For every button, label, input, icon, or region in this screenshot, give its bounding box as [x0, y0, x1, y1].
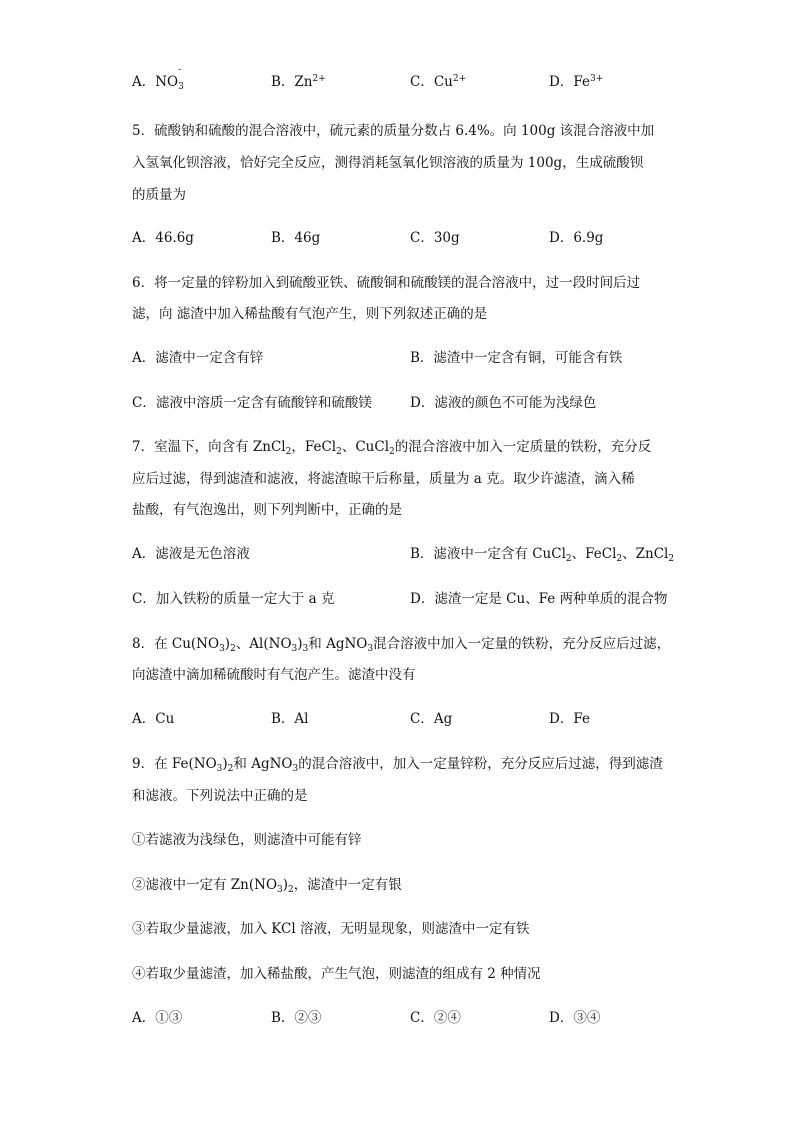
q7-option-b-sub-1: 2 — [565, 554, 572, 564]
q8-line1-part-b: ) — [224, 636, 231, 652]
q7-option-a: A．滤液是无色溶液 — [132, 546, 250, 562]
q9-statement-2-sub-1: 3 — [277, 885, 283, 895]
q8-stem-line-2: 向滤渣中滴加稀硫酸时有气泡产生。滤渣中没有 — [132, 667, 416, 683]
q5-option-c: C．30g — [410, 230, 460, 246]
q7-line1-part-b: ，FeCl — [291, 439, 337, 455]
q9-option-c: C．②④ — [410, 1010, 461, 1026]
q8-line1-part-c: 、Al(NO — [235, 636, 292, 652]
q7-stem-line-1 — [132, 437, 651, 457]
q5-stem-line-2: 入氢氧化钡溶液，恰好完全反应，测得消耗氢氧化钡溶液的质量为 100g，生成硫酸钡 — [132, 155, 644, 171]
q5-option-d: D．6.9g — [549, 230, 604, 246]
q4-option-d — [549, 72, 603, 92]
q4-option-b-sup: 2+ — [312, 74, 326, 84]
q9-stem-line-1 — [132, 754, 663, 774]
q4-option-a-text: A．NO — [132, 74, 179, 90]
q9-stem-line-2: 和滤液。下列说法中正确的是 — [132, 788, 308, 804]
q4-option-c-text: C．Cu — [410, 74, 453, 90]
q4-option-d-text: D．Fe — [549, 74, 590, 90]
q7-line1-sub-3: 2 — [389, 447, 395, 457]
q9-line1-part-d: 的混合溶液中，加入一定量锌粉，充分反应后过滤，得到滤渣 — [298, 756, 663, 772]
q8-line1-sub-1: 3 — [219, 644, 225, 654]
q8-option-c: C．Ag — [410, 711, 453, 727]
q8-line1-part-f: 混合溶液中加入一定量的铁粉，充分反应后过滤， — [373, 636, 671, 652]
q8-option-a: A．Cu — [132, 711, 175, 727]
q7-line1-part-a: 7．室温下，向含有 ZnCl — [132, 439, 286, 455]
q7-option-b-part-c: 、ZnCl — [622, 546, 669, 562]
q6-option-a: A．滤渣中一定含有锌 — [132, 350, 264, 366]
q8-stem-line-1 — [132, 634, 670, 654]
q4-option-a: A．NO - $_3$ — [132, 65, 184, 92]
q8-line1-sub-4: 3 — [302, 644, 309, 654]
q4-option-b-text: B．Zn — [271, 74, 313, 90]
q8-line1-part-a: 8．在 Cu(NO — [132, 636, 220, 652]
q7-option-b-sub-3: 2 — [668, 554, 675, 564]
q9-statement-1: ①若滤液为浅绿色，则滤渣中可能有锌 — [132, 832, 362, 848]
q5-option-b: B．46g — [271, 230, 321, 246]
q9-statement-2-sub-2: 2 — [288, 885, 294, 895]
q9-line1-sub-1: 3 — [216, 764, 223, 774]
q9-statement-2-part-a: ②滤液中一定有 Zn(NO — [132, 877, 278, 893]
q9-statement-2 — [132, 875, 402, 895]
q9-line1-sub-3: 3 — [292, 764, 299, 774]
q7-option-d: D．滤渣一定是 Cu、Fe 两种单质的混合物 — [410, 591, 668, 607]
q9-statement-2-part-b: ) — [282, 877, 289, 893]
q8-option-d: D．Fe — [549, 711, 590, 727]
q7-option-b — [410, 544, 674, 564]
q9-line1-sub-2: 2 — [227, 764, 234, 774]
q6-option-b: B．滤渣中一定含有铜，可能含有铁 — [410, 350, 623, 366]
q4-option-d-sup: 3+ — [589, 74, 604, 84]
q6-stem-line-2: 滤，向 滤渣中加入稀盐酸有气泡产生，则下列叙述正确的是 — [132, 306, 488, 322]
q9-statement-4: ④若取少量滤渣，加入稀盐酸，产生气泡，则滤渣的组成有 2 种情况 — [132, 966, 541, 982]
q7-stem-line-2: 应后过滤，得到滤渣和滤液，将滤渣晾干后称量，质量为 a 克。取少许滤渣，滴入稀 — [132, 471, 635, 487]
q4-option-a-sub: 3 — [178, 82, 184, 92]
q4-option-c-sup: 2+ — [452, 74, 467, 84]
q6-option-d: D．滤液的颜色不可能为浅绿色 — [410, 395, 597, 411]
q7-stem-line-3: 盐酸，有气泡逸出，则下列判断中，正确的是 — [132, 502, 402, 518]
q4-option-c — [410, 72, 466, 92]
q7-line1-part-c: 、CuCl — [341, 439, 390, 455]
q9-option-d: D．③④ — [549, 1010, 601, 1026]
q8-line1-sub-5: 3 — [367, 644, 374, 654]
q7-option-b-part-a: B．滤液中一定含有 CuCl — [410, 546, 566, 562]
q7-line1-sub-2: 2 — [336, 447, 342, 457]
q9-option-b: B．②③ — [271, 1010, 322, 1026]
q8-line1-part-e: 和 AgNO — [308, 636, 368, 652]
q8-line1-sub-2: 2 — [230, 644, 236, 654]
q9-statement-2-part-c: ，滤渣中一定有银 — [293, 877, 402, 893]
q6-stem-line-1: 6．将一定量的锌粉加入到硫酸亚铁、硫酸铜和硫酸镁的混合溶液中，过一段时间后过 — [132, 275, 641, 291]
q8-line1-part-d: ) — [297, 636, 303, 652]
q9-line1-part-a: 9．在 Fe(NO — [132, 756, 217, 772]
q5-option-a: A．46.6g — [132, 230, 194, 246]
q8-option-b: B．Al — [271, 711, 309, 727]
q6-option-c: C．滤液中溶质一定含有硫酸锌和硫酸镁 — [132, 395, 372, 411]
q9-statement-3: ③若取少量滤液，加入 KCl 溶液，无明显现象，则滤渣中一定有铁 — [132, 921, 530, 937]
q9-line1-part-b: ) — [222, 756, 228, 772]
q5-stem-line-1: 5．硫酸钠和硫酸的混合溶液中，硫元素的质量分数占 6.4%。向 100g 该混合溶液中加 — [132, 123, 655, 139]
q5-stem-line-3: 的质量为 — [132, 187, 186, 203]
q7-line1-sub-1: 2 — [285, 447, 292, 457]
q9-line1-part-c: 和 AgNO — [233, 756, 293, 772]
q7-option-b-sub-2: 2 — [616, 554, 623, 564]
q8-line1-sub-3: 3 — [291, 644, 298, 654]
q7-option-c: C．加入铁粉的质量一定大于 a 克 — [132, 591, 335, 607]
q7-line1-part-d: 的混合溶液中加入一定质量的铁粉，充分反 — [394, 439, 652, 455]
q9-option-a: A．①③ — [132, 1010, 183, 1026]
q7-option-b-part-b: 、FeCl — [571, 546, 617, 562]
q4-option-b — [271, 72, 326, 92]
